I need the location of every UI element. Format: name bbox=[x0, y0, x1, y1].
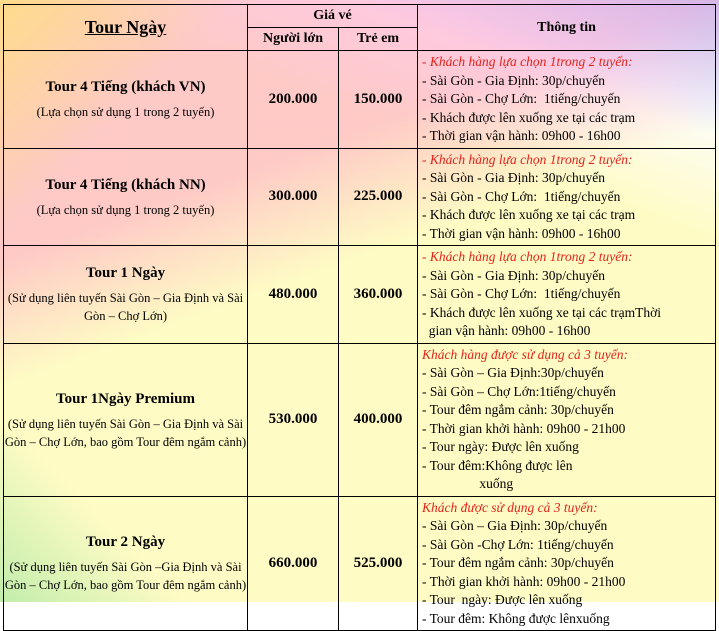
tour-row bbox=[4, 246, 716, 344]
info-item: - Sài Gòn - Chợ Lớn: 1tiếng/chuyến bbox=[422, 91, 621, 106]
info-item: - Thời gian khởi hành: 09h00 - 21h00 bbox=[422, 420, 626, 436]
tour-row bbox=[4, 148, 716, 246]
info-item: - Thời gian vận hành: 09h00 - 16h00 bbox=[422, 225, 621, 241]
info-item: - Sài Gòn - Chợ Lớn: 1tiếng/chuyến bbox=[422, 286, 621, 301]
tour-name: Tour 4 Tiếng (khách VN) bbox=[45, 79, 206, 96]
info-item: - Sài Gòn – Gia Định:30p/chuyến bbox=[422, 365, 604, 380]
tour-row bbox=[4, 343, 716, 496]
tour-description: (Lựa chọn sử dụng 1 trong 2 tuyến) bbox=[36, 105, 215, 120]
info-column-header: Thông tin bbox=[418, 5, 716, 51]
adult-price-header: Người lớn bbox=[248, 28, 339, 51]
header-row-1 bbox=[4, 5, 716, 28]
info-lead: Khách hàng được sử dụng cả 3 tuyến: bbox=[422, 346, 629, 362]
tour-description: (Lựa chọn sử dụng 1 trong 2 tuyến) bbox=[36, 202, 215, 217]
tour-name: Tour 4 Tiếng (khách NN) bbox=[45, 176, 206, 193]
info-list bbox=[422, 364, 711, 494]
child-price: 150.000 bbox=[339, 51, 418, 149]
tour-info bbox=[418, 496, 716, 631]
info-list bbox=[422, 517, 711, 628]
info-list bbox=[422, 169, 711, 243]
info-item: - Tour đêm:Không được lên xuống bbox=[422, 457, 573, 491]
info-item: - Thời gian vận hành: 09h00 - 16h00 bbox=[422, 128, 621, 143]
adult-price: 300.000 bbox=[248, 148, 339, 246]
tour-description: (Sử dụng liên tuyến Sài Gòn –Gia Định và Sài Gòn – Chợ Lớn, bao gồm Tour đêm ngắm cảnh) bbox=[4, 560, 247, 593]
info-item: - Tour ngày: Được lên xuống bbox=[422, 439, 579, 454]
tour-description: (Sử dụng liên tuyến Sài Gòn – Gia Định và Sài Gòn – Chợ Lớn, bao gồm Tour đêm ngắm cảnh) bbox=[4, 416, 247, 449]
tour-info bbox=[418, 246, 716, 344]
adult-price: 530.000 bbox=[248, 343, 339, 496]
info-item: - Tour đêm ngắm cảnh: 30p/chuyến bbox=[422, 555, 614, 570]
tour-description: (Sử dụng liên tuyến Sài Gòn – Gia Định và Sài Gòn – Chợ Lớn) bbox=[7, 291, 244, 324]
tour-name: Tour 1 Ngày bbox=[85, 265, 166, 282]
info-item: - Sài Gòn - Chợ Lớn: 1tiếng/chuyến bbox=[422, 188, 621, 204]
price-column-header: Giá vé bbox=[248, 5, 418, 28]
tour-price-table bbox=[3, 4, 716, 631]
info-item: - Thời gian khởi hành: 09h00 - 21h00 bbox=[422, 573, 626, 589]
info-item: - Sài Gòn -Chợ Lớn: 1tiếng/chuyến bbox=[422, 536, 614, 552]
info-item: - Khách được lên xuống xe tại các trạmThời gian vận hành: 09h00 - 16h00 bbox=[422, 304, 662, 338]
info-item: - Khách được lên xuống xe tại các trạm bbox=[422, 109, 636, 125]
tour-info bbox=[418, 148, 716, 246]
tour-info bbox=[418, 51, 716, 149]
info-item: - Tour đêm ngắm cảnh: 30p/chuyến bbox=[422, 402, 614, 417]
info-lead: - Khách hàng lựa chọn 1trong 2 tuyến: bbox=[422, 151, 633, 167]
tour-cell bbox=[4, 51, 248, 149]
info-lead: - Khách hàng lựa chọn 1trong 2 tuyến: bbox=[422, 249, 633, 264]
tour-column-header: Tour Ngày bbox=[4, 5, 248, 51]
tour-name: Tour 2 Ngày bbox=[85, 534, 166, 551]
info-item: - Sài Gòn - Gia Định: 30p/chuyến bbox=[422, 170, 605, 185]
tour-rows bbox=[4, 51, 716, 631]
tour-row bbox=[4, 51, 716, 149]
adult-price: 200.000 bbox=[248, 51, 339, 149]
info-item: - Tour ngày: Được lên xuống bbox=[422, 592, 583, 607]
info-lead: Khách được sử dụng cả 3 tuyến: bbox=[422, 499, 598, 515]
child-price: 400.000 bbox=[339, 343, 418, 496]
child-price: 225.000 bbox=[339, 148, 418, 246]
info-lead: - Khách hàng lựa chọn 1trong 2 tuyến: bbox=[422, 54, 633, 69]
child-price: 525.000 bbox=[339, 496, 418, 631]
tour-cell bbox=[4, 496, 248, 631]
tour-row bbox=[4, 496, 716, 631]
info-item: - Tour đêm: Không được lênxuống bbox=[422, 610, 610, 626]
child-price: 360.000 bbox=[339, 246, 418, 344]
info-item: - Khách được lên xuống xe tại các trạm bbox=[422, 207, 636, 222]
info-item: - Sài Gòn - Gia Định: 30p/chuyến bbox=[422, 267, 605, 283]
info-item: - Sài Gòn - Gia Định: 30p/chuyến bbox=[422, 72, 605, 88]
tour-cell bbox=[4, 148, 248, 246]
info-list bbox=[422, 72, 711, 146]
tour-name: Tour 1Ngày Premium bbox=[56, 390, 195, 407]
adult-price: 480.000 bbox=[248, 246, 339, 344]
info-item: - Sài Gòn – Gia Định: 30p/chuyến bbox=[422, 518, 608, 533]
tour-cell bbox=[4, 343, 248, 496]
info-list bbox=[422, 267, 711, 341]
info-item: - Sài Gòn – Chợ Lớn:1tiếng/chuyến bbox=[422, 383, 616, 399]
tour-cell bbox=[4, 246, 248, 344]
tour-info bbox=[418, 343, 716, 496]
adult-price: 660.000 bbox=[248, 496, 339, 631]
child-price-header: Trẻ em bbox=[339, 28, 418, 51]
